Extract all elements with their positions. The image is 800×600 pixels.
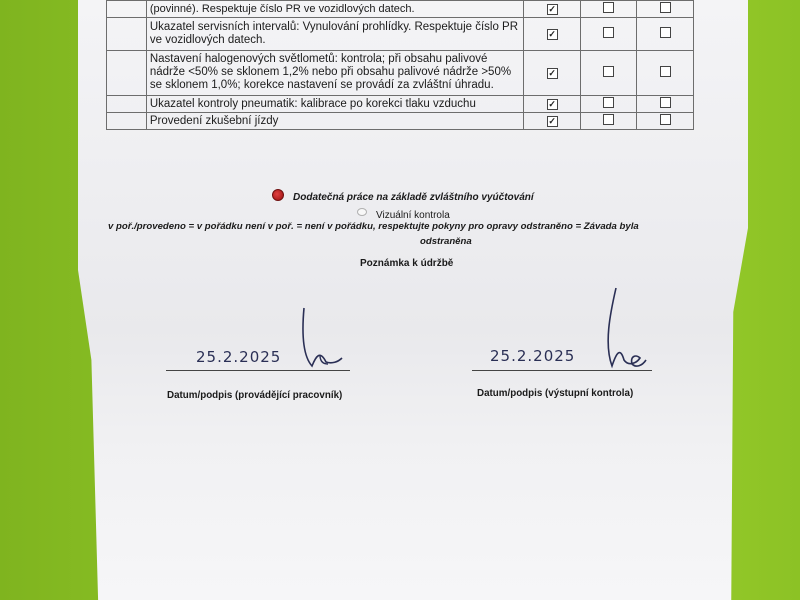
table-row: [107, 51, 694, 96]
table-row: [107, 113, 694, 130]
checkbox-not-ok[interactable]: [603, 27, 614, 38]
table-row: [107, 18, 694, 51]
checkbox-not-ok[interactable]: [603, 114, 614, 125]
checkbox-fixed[interactable]: [660, 97, 671, 108]
left-signature-icon: [290, 300, 360, 375]
table-row: [107, 96, 694, 113]
checkbox-not-ok[interactable]: [603, 66, 614, 77]
extra-work-label: Dodatečná práce na základě zvláštního vyúčtování: [293, 192, 534, 203]
checkbox-fixed[interactable]: [660, 27, 671, 38]
checkbox-ok[interactable]: ✓: [548, 68, 556, 78]
visual-check-label: Vizuální kontrola: [376, 210, 450, 221]
left-handwritten-date: 25.2.2025: [196, 348, 282, 366]
checkbox-not-ok[interactable]: [603, 97, 614, 108]
row-description: (povinné). Respektuje číslo PR ve vozidlových datech.: [146, 1, 524, 18]
checkbox-ok[interactable]: ✓: [548, 99, 556, 109]
right-signature-caption: Datum/podpis (výstupní kontrola): [477, 388, 634, 399]
checkbox-ok[interactable]: ✓: [548, 29, 556, 39]
row-description: Provedení zkušební jízdy: [146, 113, 524, 130]
row-description: Ukazatel servisních intervalů: Vynulování prohlídky. Respektuje číslo PR ve vozidlových datech.: [146, 18, 524, 51]
legend-line-1: v poř./provedeno = v pořádku není v poř. = není v pořádku, respektujte pokyny pro opravy odstraněno = Závada byla: [108, 221, 639, 232]
checkbox-ok[interactable]: ✓: [548, 4, 556, 14]
right-handwritten-date: 25.2.2025: [490, 347, 576, 365]
right-signature-line: [472, 370, 652, 371]
right-signature-icon: [596, 284, 656, 374]
visual-check-circle-icon: [357, 208, 367, 216]
checkbox-fixed[interactable]: [660, 114, 671, 125]
row-description: Ukazatel kontroly pneumatik: kalibrace po korekci tlaku vzduchu: [146, 96, 524, 113]
checkbox-ok[interactable]: ✓: [548, 116, 556, 126]
legend-line-2: odstraněna: [420, 236, 472, 247]
service-checklist-table: [106, 0, 694, 130]
maintenance-note-label: Poznámka k údržbě: [360, 258, 454, 269]
row-index-cell: [107, 1, 147, 18]
left-signature-caption: Datum/podpis (provádějící pracovník): [167, 390, 343, 401]
checkbox-fixed[interactable]: [660, 66, 671, 77]
checkbox-fixed[interactable]: [660, 2, 671, 13]
left-signature-line: [166, 370, 350, 371]
row-description: Nastavení halogenových světlometů: kontrola; při obsahu palivové nádrže <50% se sklonem 1,2% nebo při obsahu palivové nádrže >50% se sklonem 1,0%; korekce nastavení se provádí za zvláštní úhradu.: [146, 51, 524, 96]
checkbox-not-ok[interactable]: [603, 2, 614, 13]
extra-work-dot-icon: [272, 189, 284, 201]
table-row: [107, 1, 694, 18]
